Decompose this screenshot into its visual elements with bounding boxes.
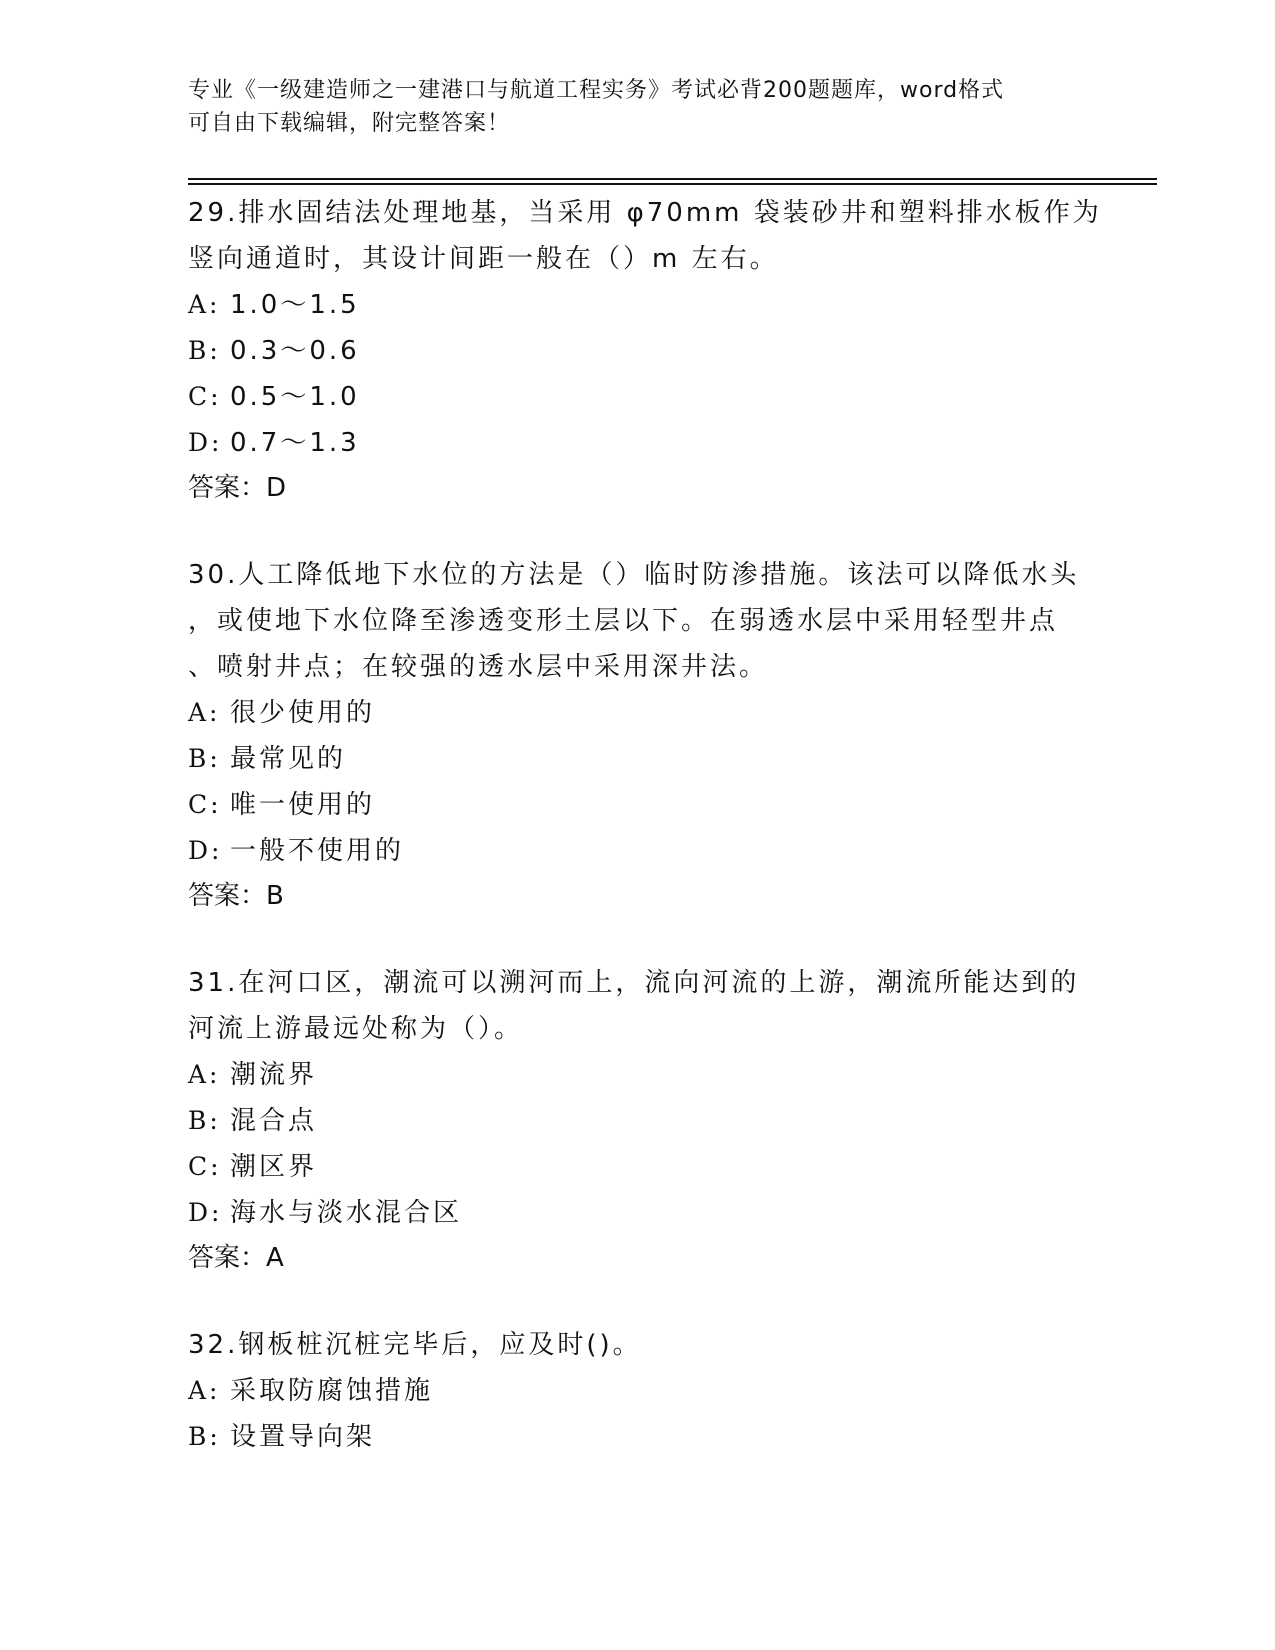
option-b (188, 1414, 1088, 1460)
option-letter: C: (188, 1152, 222, 1181)
header-divider-top (188, 178, 1157, 180)
option-text: 混合点 (230, 1106, 318, 1136)
option-letter: B: (188, 744, 221, 773)
question-list (188, 190, 1102, 1502)
document-header (188, 74, 1088, 140)
option-text: 很少使用的 (230, 698, 376, 728)
question-line: 31.在河口区，潮流可以溯河而上，流向河流的上游，潮流所能达到的 (188, 968, 1080, 998)
option-c (188, 782, 1088, 828)
option-text: 0.3～0.6 (230, 336, 360, 366)
option-b (188, 1098, 1088, 1144)
option-text: 唯一使用的 (230, 790, 376, 820)
answer-line (188, 1236, 1088, 1280)
option-letter: D: (188, 1198, 223, 1227)
option-letter: B: (188, 336, 221, 365)
option-list (188, 282, 1088, 466)
option-list (188, 1368, 1088, 1460)
option-letter: A: (188, 290, 221, 319)
option-c (188, 1144, 1088, 1190)
answer-label: 答案： (188, 473, 267, 503)
option-d (188, 1190, 1088, 1236)
answer-line (188, 874, 1088, 918)
option-letter: D: (188, 428, 223, 457)
question-29 (188, 190, 1102, 510)
header-divider-bottom (188, 183, 1157, 185)
option-c (188, 374, 1088, 420)
question-line: 29.排水固结法处理地基，当采用 φ70mm 袋装砂井和塑料排水板作为 (188, 198, 1102, 228)
question-30 (188, 552, 1088, 918)
option-text: 0.5～1.0 (230, 382, 360, 412)
option-letter: A: (188, 1060, 221, 1089)
answer-label: 答案： (188, 1243, 267, 1273)
option-a (188, 1368, 1088, 1414)
answer-value: B (266, 881, 284, 911)
header-line-1: 专业《一级建造师之一建港口与航道工程实务》考试必背200题题库，word格式 (188, 78, 1005, 103)
option-b (188, 328, 1088, 374)
question-stem (188, 1322, 1088, 1368)
question-line: 竖向通道时，其设计间距一般在（）m 左右。 (188, 244, 779, 274)
option-letter: B: (188, 1422, 221, 1451)
option-text: 采取防腐蚀措施 (230, 1376, 434, 1406)
answer-value: A (266, 1243, 284, 1273)
option-letter: D: (188, 836, 223, 865)
answer-line (188, 466, 1088, 510)
question-line: 30.人工降低地下水位的方法是（）临时防渗措施。该法可以降低水头 (188, 560, 1080, 590)
question-stem (188, 552, 1088, 690)
header-line-2: 可自由下载编辑，附完整答案！ (188, 111, 511, 136)
option-text: 潮流界 (230, 1060, 318, 1090)
option-letter: B: (188, 1106, 221, 1135)
question-32 (188, 1322, 1088, 1460)
question-stem (188, 190, 1102, 282)
question-line: 、喷射井点；在较强的透水层中采用深井法。 (188, 652, 769, 682)
question-31 (188, 960, 1088, 1280)
question-stem (188, 960, 1088, 1052)
option-text: 设置导向架 (230, 1422, 376, 1452)
option-a (188, 282, 1088, 328)
question-line: ，或使地下水位降至渗透变形土层以下。在弱透水层中采用轻型井点 (188, 606, 1059, 636)
question-line: 河流上游最远处称为（）。 (188, 1014, 524, 1044)
option-text: 海水与淡水混合区 (230, 1198, 463, 1228)
answer-value: D (266, 473, 287, 503)
answer-label: 答案： (188, 881, 267, 911)
option-text: 一般不使用的 (230, 836, 405, 866)
option-text: 最常见的 (230, 744, 347, 774)
option-text: 1.0～1.5 (230, 290, 360, 320)
option-d (188, 828, 1088, 874)
option-a (188, 1052, 1088, 1098)
option-a (188, 690, 1088, 736)
option-list (188, 1052, 1088, 1236)
option-text: 0.7～1.3 (230, 428, 360, 458)
option-b (188, 736, 1088, 782)
option-letter: C: (188, 790, 222, 819)
option-letter: A: (188, 1376, 221, 1405)
option-text: 潮区界 (230, 1152, 318, 1182)
question-line: 32.钢板桩沉桩完毕后，应及时()。 (188, 1330, 642, 1360)
option-letter: A: (188, 698, 221, 727)
option-d (188, 420, 1088, 466)
option-letter: C: (188, 382, 222, 411)
option-list (188, 690, 1088, 874)
